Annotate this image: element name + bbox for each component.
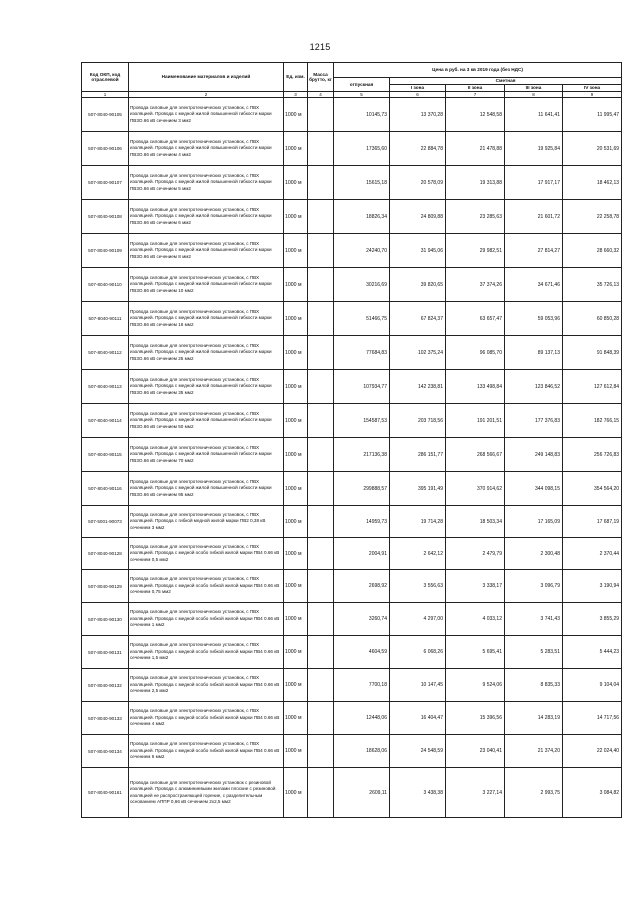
- row-name: Провода силовые для электротехнических установок, с ПВХ изоляцией. Провода с медной особо гибкой жилой марки ПВ4 0.66 кВ сечением 1,5 мм2: [129, 636, 284, 669]
- row-price-zone-3: 21 374,20: [505, 735, 563, 768]
- row-price-zone-4: 22 024,40: [563, 735, 622, 768]
- row-name: Провода силовые для электротехнических установок, с ПВХ изоляцией. Провода с медной жилой повышенной гибкости марки ПВ3О.66 кВ сечением 50 мм2: [129, 404, 284, 438]
- row-price-zone-4: 182 766,15: [563, 404, 622, 438]
- table-row: [82, 603, 622, 636]
- row-unit: 1000 м: [284, 735, 308, 768]
- table-row: [82, 200, 622, 234]
- row-price-zone-2: 96 085,70: [446, 336, 505, 370]
- row-price-zone-2: 3 227,14: [446, 768, 505, 818]
- row-price-zone-1: 16 404,47: [390, 702, 446, 735]
- row-mass: [308, 506, 334, 538]
- row-release-price: 3260,74: [334, 603, 390, 636]
- row-name: Провода силовые для электротехнических установок, с ПВХ изоляцией. Провода с медной жилой повышенной гибкости марки ПВ3О.66 кВ сечением 10 мм2: [129, 268, 284, 302]
- row-code: 507-8040-90115: [82, 438, 129, 472]
- row-unit: 1000 м: [284, 132, 308, 166]
- row-price-zone-4: 3 855,29: [563, 603, 622, 636]
- row-release-price: 107934,77: [334, 370, 390, 404]
- row-price-zone-1: 2 642,12: [390, 538, 446, 570]
- table-row: [82, 438, 622, 472]
- row-code: 507-8040-90161: [82, 768, 129, 818]
- row-price-zone-1: 39 820,65: [390, 268, 446, 302]
- row-release-price: 51466,75: [334, 302, 390, 336]
- row-release-price: 12448,06: [334, 702, 390, 735]
- row-code: 507-8040-90132: [82, 669, 129, 702]
- table-row: [82, 302, 622, 336]
- table-row: [82, 506, 622, 538]
- row-price-zone-3: 2 300,48: [505, 538, 563, 570]
- row-unit: 1000 м: [284, 472, 308, 506]
- row-name: Провода силовые для электротехнических установок, с ПВХ изоляцией. Провода с медной жилой повышенной гибкости марки ПВ3О.66 кВ сечением 35 мм2: [129, 370, 284, 404]
- row-price-zone-4: 3 084,82: [563, 768, 622, 818]
- row-code: 507-8040-90111: [82, 302, 129, 336]
- row-release-price: 14959,73: [334, 506, 390, 538]
- row-name: Провода силовые для электротехнических установок, с ПВХ изоляцией. Провода с медной жилой повышенной гибкости марки ПВ3О.66 кВ сечением 16 мм2: [129, 302, 284, 336]
- row-name: Провода силовые для электротехнических установок, с ПВХ изоляцией. Провода с медной жилой повышенной гибкости марки ПВ3О.66 кВ сечением 25 мм2: [129, 336, 284, 370]
- column-number: 2: [129, 92, 284, 98]
- row-code: 507-8040-90107: [82, 166, 129, 200]
- row-price-zone-4: 91 848,39: [563, 336, 622, 370]
- row-price-zone-4: 127 612,84: [563, 370, 622, 404]
- row-mass: [308, 98, 334, 132]
- table-row: [82, 768, 622, 818]
- row-name: Провода силовые для электротехнических установок, с ПВХ изоляцией. Провода с медной жилой повышенной гибкости марки ПВ3О.66 кВ сечением 6 мм2: [129, 200, 284, 234]
- row-price-zone-4: 3 190,94: [563, 570, 622, 603]
- row-mass: [308, 370, 334, 404]
- row-code: 507-8040-90109: [82, 234, 129, 268]
- header-code: Код ОКП, код отраслевой: [82, 63, 129, 92]
- row-price-zone-4: 354 564,20: [563, 472, 622, 506]
- row-name: Провода силовые для электротехнических установок, с ПВХ изоляцией. Провода с медной жилой повышенной гибкости марки ПВ3О.66 кВ сечением 95 мм2: [129, 472, 284, 506]
- row-unit: 1000 м: [284, 506, 308, 538]
- row-price-zone-4: 20 531,69: [563, 132, 622, 166]
- table-row: [82, 669, 622, 702]
- table-row: [82, 472, 622, 506]
- row-code: 507-8040-90113: [82, 370, 129, 404]
- row-price-zone-3: 3 741,43: [505, 603, 563, 636]
- table-row: [82, 538, 622, 570]
- row-unit: 1000 м: [284, 702, 308, 735]
- column-number: 4: [308, 92, 334, 98]
- row-price-zone-2: 29 982,51: [446, 234, 505, 268]
- column-number: 1: [82, 92, 129, 98]
- row-price-zone-4: 28 660,32: [563, 234, 622, 268]
- header-mass: Масса брутто, кг: [308, 63, 334, 92]
- row-price-zone-3: 17 165,09: [505, 506, 563, 538]
- row-price-zone-2: 2 479,79: [446, 538, 505, 570]
- row-unit: 1000 м: [284, 603, 308, 636]
- column-number: 8: [505, 92, 563, 98]
- row-price-zone-3: 14 283,19: [505, 702, 563, 735]
- row-price-zone-1: 3 556,63: [390, 570, 446, 603]
- row-code: 507-8040-90131: [82, 636, 129, 669]
- table-row: [82, 132, 622, 166]
- row-price-zone-2: 12 548,58: [446, 98, 505, 132]
- row-name: Провода силовые для электротехнических установок, с ПВХ изоляцией. Провода с медной жилой повышенной гибкости марки ПВ3О.66 кВ сечением 4 мм2: [129, 132, 284, 166]
- row-code: 507-8040-90108: [82, 200, 129, 234]
- column-number: 3: [284, 92, 308, 98]
- row-price-zone-1: 286 151,77: [390, 438, 446, 472]
- table-row: [82, 404, 622, 438]
- row-price-zone-1: 20 578,09: [390, 166, 446, 200]
- row-release-price: 17365,60: [334, 132, 390, 166]
- row-name: Провода силовые для электротехнических установок, с ПВХ изоляцией. Провода с медной жилой повышенной гибкости марки ПВ3О.66 кВ сечением 3 мм2: [129, 98, 284, 132]
- row-name: Провода силовые для электротехнических установок, с ПВХ изоляцией. Провода с медной жилой повышенной гибкости марки ПВ3О.66 кВ сечением 5 мм2: [129, 166, 284, 200]
- row-price-zone-4: 22 258,78: [563, 200, 622, 234]
- row-release-price: 7700,18: [334, 669, 390, 702]
- row-price-zone-2: 19 313,88: [446, 166, 505, 200]
- row-price-zone-3: 3 096,79: [505, 570, 563, 603]
- column-number: 6: [390, 92, 446, 98]
- row-unit: 1000 м: [284, 234, 308, 268]
- column-number: 9: [563, 92, 622, 98]
- table-row: [82, 234, 622, 268]
- row-price-zone-1: 4 297,00: [390, 603, 446, 636]
- column-number: 7: [446, 92, 505, 98]
- row-price-zone-3: 5 283,51: [505, 636, 563, 669]
- row-mass: [308, 702, 334, 735]
- row-price-zone-3: 123 846,52: [505, 370, 563, 404]
- row-name: Провода силовые для электротехнических установок, с ПВХ изоляцией. Провода с гибкой медной жилой марки ПВ2 0,38 кВ сечением 3 мм2: [129, 506, 284, 538]
- row-mass: [308, 538, 334, 570]
- row-price-zone-3: 177 376,83: [505, 404, 563, 438]
- price-table: [81, 62, 622, 818]
- row-price-zone-1: 24 809,88: [390, 200, 446, 234]
- row-price-zone-4: 14 717,56: [563, 702, 622, 735]
- row-code: 507-8040-90134: [82, 735, 129, 768]
- row-name: Провода силовые для электротехнических установок, с ПВХ изоляцией. Провода с медной особо гибкой жилой марки ПВ4 0.66 кВ сечением 6 мм2: [129, 735, 284, 768]
- row-release-price: 2609,11: [334, 768, 390, 818]
- row-unit: 1000 м: [284, 538, 308, 570]
- row-release-price: 18628,06: [334, 735, 390, 768]
- row-name: Провода силовые для электротехнических установок, с ПВХ изоляцией. Провода с медной жилой повышенной гибкости марки ПВ3О.66 кВ сечением 8 мм2: [129, 234, 284, 268]
- row-price-zone-2: 23 285,63: [446, 200, 505, 234]
- row-price-zone-3: 8 835,33: [505, 669, 563, 702]
- row-price-zone-1: 13 370,28: [390, 98, 446, 132]
- row-price-zone-2: 18 503,34: [446, 506, 505, 538]
- row-price-zone-4: 256 726,83: [563, 438, 622, 472]
- row-release-price: 154587,53: [334, 404, 390, 438]
- row-price-zone-2: 370 914,62: [446, 472, 505, 506]
- row-price-zone-1: 203 718,56: [390, 404, 446, 438]
- header-zone-3: III зона: [505, 85, 563, 92]
- row-price-zone-2: 23 040,41: [446, 735, 505, 768]
- row-release-price: 10145,73: [334, 98, 390, 132]
- row-release-price: 4604,59: [334, 636, 390, 669]
- row-code: 507-8040-90116: [82, 472, 129, 506]
- row-price-zone-1: 6 068,26: [390, 636, 446, 669]
- row-price-zone-2: 37 374,26: [446, 268, 505, 302]
- row-price-zone-4: 18 462,13: [563, 166, 622, 200]
- row-price-zone-4: 5 444,23: [563, 636, 622, 669]
- row-price-zone-2: 9 524,06: [446, 669, 505, 702]
- table-row: [82, 268, 622, 302]
- row-unit: 1000 м: [284, 166, 308, 200]
- price-table-body: [82, 98, 622, 818]
- row-mass: [308, 472, 334, 506]
- row-price-zone-1: 102 375,24: [390, 336, 446, 370]
- row-price-zone-4: 2 370,44: [563, 538, 622, 570]
- row-price-zone-3: 11 641,41: [505, 98, 563, 132]
- row-code: 507-8040-90105: [82, 98, 129, 132]
- row-price-zone-3: 2 993,75: [505, 768, 563, 818]
- table-row: [82, 336, 622, 370]
- row-mass: [308, 132, 334, 166]
- row-mass: [308, 570, 334, 603]
- row-unit: 1000 м: [284, 98, 308, 132]
- row-price-zone-3: 249 148,83: [505, 438, 563, 472]
- column-number: 5: [334, 92, 390, 98]
- row-price-zone-3: 21 601,72: [505, 200, 563, 234]
- row-code: 507-8040-90133: [82, 702, 129, 735]
- row-mass: [308, 404, 334, 438]
- row-mass: [308, 302, 334, 336]
- row-unit: 1000 м: [284, 570, 308, 603]
- row-mass: [308, 735, 334, 768]
- row-price-zone-4: 35 726,13: [563, 268, 622, 302]
- row-name: Провода силовые для электротехнических установок, с ПВХ изоляцией. Провода с медной особо гибкой жилой марки ПВ4 0.66 кВ сечением 0,5 мм2: [129, 538, 284, 570]
- row-price-zone-3: 19 925,84: [505, 132, 563, 166]
- table-row: [82, 636, 622, 669]
- row-price-zone-1: 67 824,37: [390, 302, 446, 336]
- header-zone-2: II зона: [446, 85, 505, 92]
- row-mass: [308, 603, 334, 636]
- table-row: [82, 166, 622, 200]
- row-price-zone-4: 60 850,28: [563, 302, 622, 336]
- row-price-zone-1: 22 884,78: [390, 132, 446, 166]
- row-release-price: 2004,91: [334, 538, 390, 570]
- row-price-zone-2: 15 396,56: [446, 702, 505, 735]
- row-name: Провода силовые для электротехнических установок, с ПВХ изоляцией. Провода с медной особо гибкой жилой марки ПВ4 0.66 кВ сечением 0,75 мм2: [129, 570, 284, 603]
- row-mass: [308, 768, 334, 818]
- row-price-zone-3: 17 917,17: [505, 166, 563, 200]
- row-mass: [308, 636, 334, 669]
- row-mass: [308, 669, 334, 702]
- row-name: Провода силовые для электротехнических установок, с ПВХ изоляцией. Провода с медной особо гибкой жилой марки ПВ4 0.66 кВ сечением 1 мм2: [129, 603, 284, 636]
- header-release-price: отпускная: [334, 78, 390, 92]
- row-name: Провода силовые для электротехнических установок, с ПВХ изоляцией. Провода с медной особо гибкой жилой марки ПВ4 0.66 кВ сечением 4 мм2: [129, 702, 284, 735]
- row-code: 507-8040-90129: [82, 570, 129, 603]
- row-price-zone-1: 19 714,28: [390, 506, 446, 538]
- row-release-price: 30216,69: [334, 268, 390, 302]
- row-price-zone-3: 59 053,96: [505, 302, 563, 336]
- row-price-zone-4: 11 995,47: [563, 98, 622, 132]
- row-release-price: 299888,57: [334, 472, 390, 506]
- row-mass: [308, 268, 334, 302]
- table-row: [82, 702, 622, 735]
- table-row: [82, 98, 622, 132]
- row-name: Провода силовые для электротехнических установок, с ПВХ изоляцией. Провода с медной особо гибкой жилой марки ПВ4 0.66 кВ сечением 2,5 мм2: [129, 669, 284, 702]
- row-price-zone-3: 34 671,46: [505, 268, 563, 302]
- row-price-zone-2: 63 657,47: [446, 302, 505, 336]
- row-unit: 1000 м: [284, 370, 308, 404]
- row-code: 507-8040-90106: [82, 132, 129, 166]
- row-mass: [308, 438, 334, 472]
- row-release-price: 217136,38: [334, 438, 390, 472]
- row-unit: 1000 м: [284, 336, 308, 370]
- row-release-price: 24240,70: [334, 234, 390, 268]
- row-price-zone-4: 17 687,19: [563, 506, 622, 538]
- row-unit: 1000 м: [284, 200, 308, 234]
- table-row: [82, 370, 622, 404]
- table-row: [82, 570, 622, 603]
- row-code: 507-8040-90128: [82, 538, 129, 570]
- header-estimated-price: Сметная: [390, 78, 622, 85]
- row-name: Провода силовые для электротехнических установок, с ПВХ изоляцией. Провода с медной жилой повышенной гибкости марки ПВ3О.66 кВ сечением 70 мм2: [129, 438, 284, 472]
- row-release-price: 2698,92: [334, 570, 390, 603]
- header-price-group: Цена в руб. на 3 кв 2019 года (без НДС): [334, 63, 622, 78]
- row-release-price: 77684,83: [334, 336, 390, 370]
- row-price-zone-1: 395 191,49: [390, 472, 446, 506]
- row-code: 507-8040-90130: [82, 603, 129, 636]
- row-price-zone-1: 3 438,38: [390, 768, 446, 818]
- header-unit: Ед. изм.: [284, 63, 308, 92]
- row-price-zone-2: 268 566,67: [446, 438, 505, 472]
- row-price-zone-3: 344 098,15: [505, 472, 563, 506]
- row-price-zone-2: 191 201,51: [446, 404, 505, 438]
- row-code: 507-5001-90073: [82, 506, 129, 538]
- row-price-zone-2: 3 338,17: [446, 570, 505, 603]
- row-mass: [308, 200, 334, 234]
- row-code: 507-8040-90114: [82, 404, 129, 438]
- row-mass: [308, 234, 334, 268]
- row-unit: 1000 м: [284, 768, 308, 818]
- row-name: Провода силовые для электротехнических установок с резиновой изоляцией. Провода с алюминиевыми жилами плоские с резиновой изоляцией не распространяющей горение, с разделительным основанием АППР 0,66 кВ сечением 2х2,5 мм2: [129, 768, 284, 818]
- page-number: 1215: [309, 42, 331, 52]
- row-release-price: 18826,34: [334, 200, 390, 234]
- row-price-zone-1: 142 238,81: [390, 370, 446, 404]
- row-mass: [308, 166, 334, 200]
- header-zone-1: I зона: [390, 85, 446, 92]
- row-price-zone-1: 24 548,59: [390, 735, 446, 768]
- row-code: 507-8040-90112: [82, 336, 129, 370]
- row-price-zone-2: 4 033,12: [446, 603, 505, 636]
- row-price-zone-1: 31 945,06: [390, 234, 446, 268]
- row-price-zone-2: 5 695,41: [446, 636, 505, 669]
- row-price-zone-3: 27 814,27: [505, 234, 563, 268]
- row-price-zone-2: 133 498,84: [446, 370, 505, 404]
- table-row: [82, 735, 622, 768]
- row-unit: 1000 м: [284, 438, 308, 472]
- row-release-price: 15615,18: [334, 166, 390, 200]
- header-zone-4: IV зона: [563, 85, 622, 92]
- row-mass: [308, 336, 334, 370]
- row-unit: 1000 м: [284, 404, 308, 438]
- row-price-zone-2: 21 478,88: [446, 132, 505, 166]
- row-unit: 1000 м: [284, 636, 308, 669]
- row-code: 507-8040-90110: [82, 268, 129, 302]
- row-price-zone-1: 10 147,45: [390, 669, 446, 702]
- row-unit: 1000 м: [284, 268, 308, 302]
- row-price-zone-3: 89 137,13: [505, 336, 563, 370]
- row-unit: 1000 м: [284, 669, 308, 702]
- row-unit: 1000 м: [284, 302, 308, 336]
- row-price-zone-4: 9 104,04: [563, 669, 622, 702]
- header-name: Наименование материалов и изделий: [129, 63, 284, 92]
